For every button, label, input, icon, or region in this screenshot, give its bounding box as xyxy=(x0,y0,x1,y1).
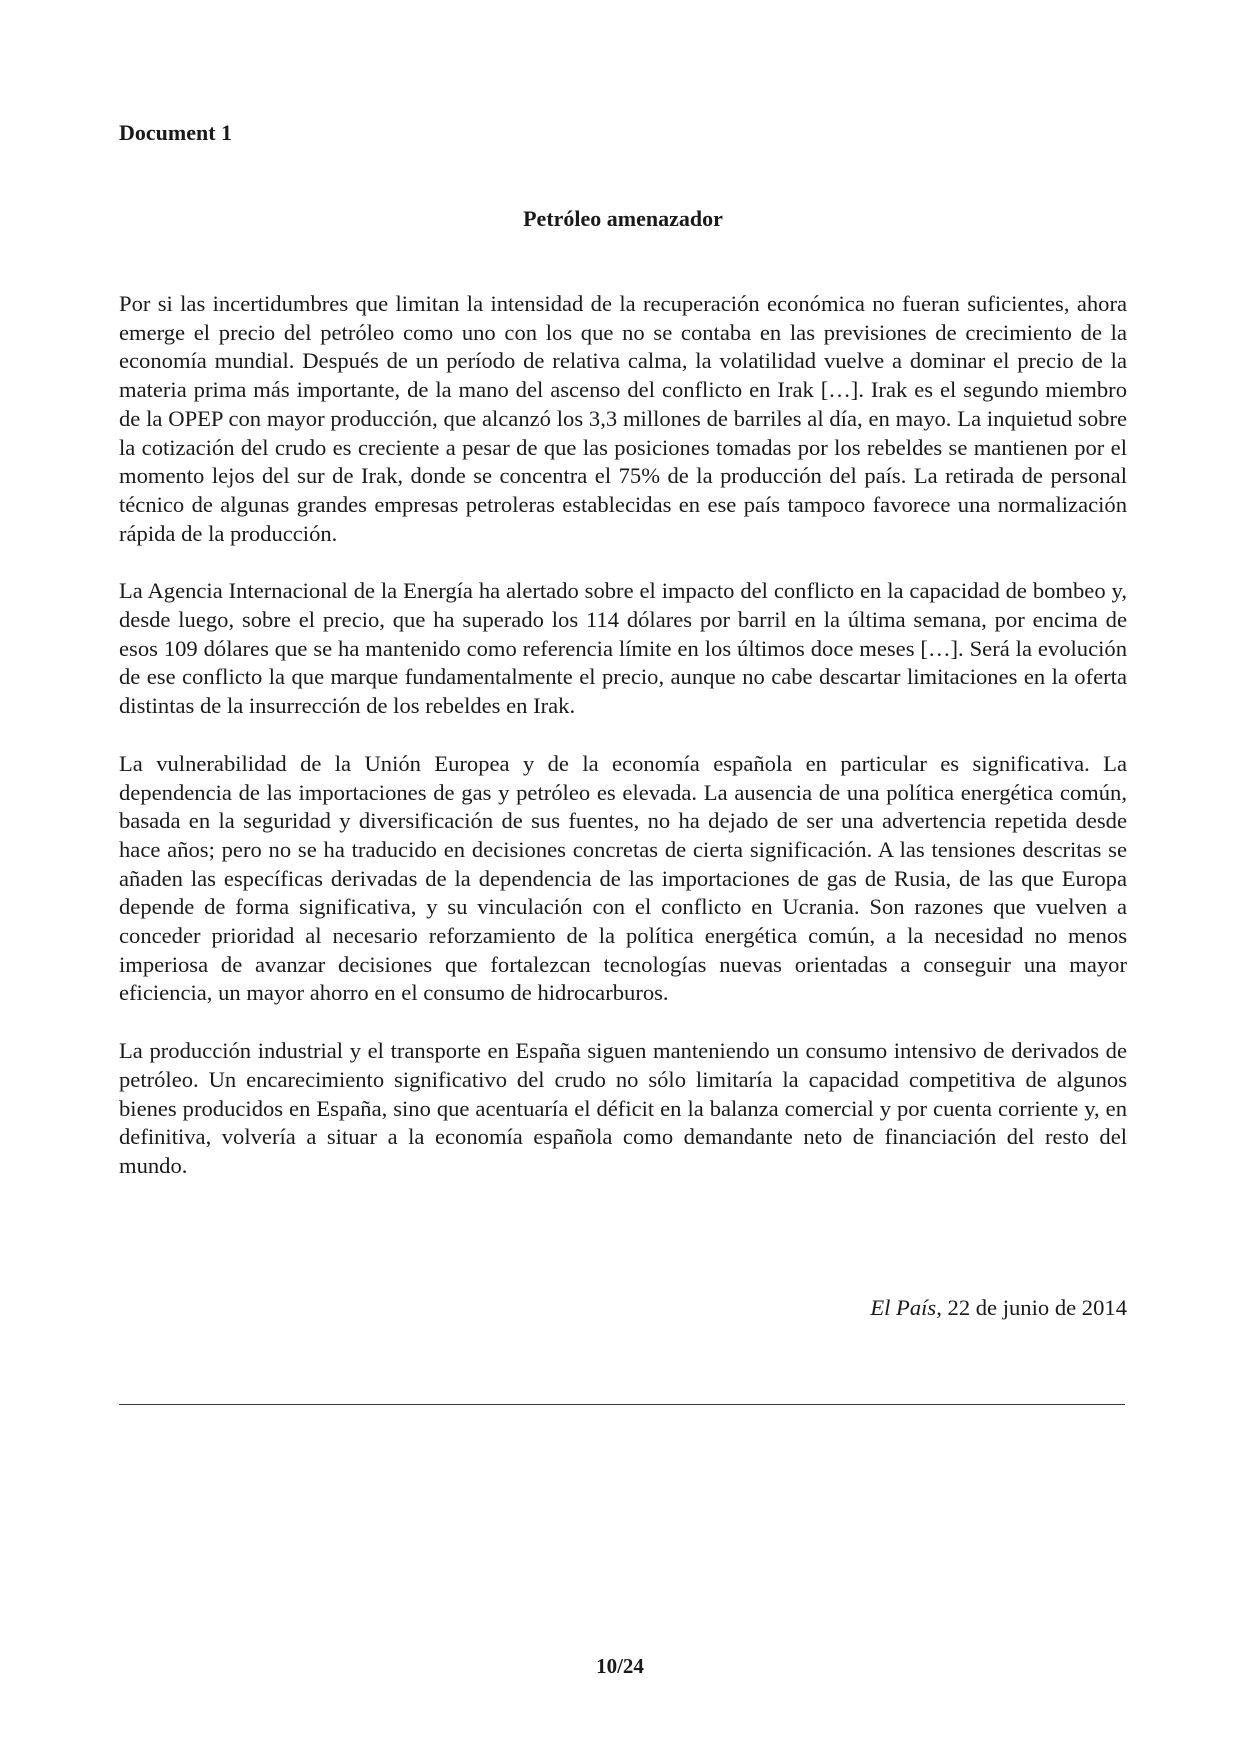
article-paragraph-2: La Agencia Internacional de la Energía ha alertado sobre el impacto del conflicto en la capacidad de bombeo y, desde luego, sobre el precio, que ha superado los 114 dólares por barril en la última semana, por encima de esos 109 dólares que se ha mantenido como referencia límite en los últimos doce meses […]. Será la evolución de ese conflicto la que marque fundamentalmente el precio, aunque no cabe descartar limitaciones en la oferta distintas de la insurrección de los rebeldes en Irak. xyxy=(119,578,1127,719)
horizontal-divider xyxy=(119,1404,1125,1405)
page-number: 10/24 xyxy=(596,1654,644,1678)
document-title: Petróleo amenazador xyxy=(523,206,723,231)
article-paragraph-3: La vulnerabilidad de la Unión Europea y de la economía española en particular es significativa. La dependencia de las importaciones de gas y petróleo es elevada. La ausencia de una política energética común, basada en la seguridad y diversificación de sus fuentes, no ha dejado de ser una advertencia repetida desde hace años; pero no se ha traducido en decisiones concretas de cierta significación. A las tensiones descritas se añaden las específicas derivadas de la dependencia de las importaciones de gas de Rusia, de las que Europa depende de forma significativa, y su vinculación con el conflicto en Ucrania. Son razones que vuelven a conceder prioridad al necesario reforzamiento de la política energética común, a la necesidad no menos imperiosa de avanzar decisiones que fortalezcan tecnologías nuevas orientadas a conseguir una mayor eficiencia, un mayor ahorro en el consumo de hidrocarburos. xyxy=(119,750,1127,1006)
document-label: Document 1 xyxy=(119,120,233,145)
article-paragraph-1: Por si las incertidumbres que limitan la intensidad de la recuperación económica no fueran suficientes, ahora emerge el precio del petróleo como uno con los que no se contaba en las previsiones de crecimiento de la economía mundial. Después de un período de relativa calma, la volatilidad vuelve a dominar el precio de la materia prima más importante, de la mano del ascenso del conflicto en Irak […]. Irak es el segundo miembro de la OPEP con mayor producción, que alcanzó los 3,3 millones de barriles al día, en mayo. La inquietud sobre la cotización del crudo es creciente a pesar de que las posiciones tomadas por los rebeldes se mantienen por el momento lejos del sur de Irak, donde se concentra el 75% de la producción del país. La retirada de personal técnico de algunas grandes empresas petroleras establecidas en ese país tampoco favorece una normalización rápida de la producción. xyxy=(119,291,1127,546)
article-body xyxy=(119,290,1127,1210)
source-publication: El País xyxy=(870,1295,937,1320)
source-citation xyxy=(119,1294,1127,1322)
source-date: , 22 de junio de 2014 xyxy=(936,1295,1127,1320)
article-paragraph-4: La producción industrial y el transporte en España siguen manteniendo un consumo intensivo de derivados de petróleo. Un encarecimiento significativo del crudo no sólo limitaría la capacidad competitiva de algunos bienes producidos en España, sino que acentuaría el déficit en la balanza comercial y por cuenta corriente y, en definitiva, volvería a situar a la economía española como demandante neto de financiación del resto del mundo. xyxy=(119,1038,1127,1178)
